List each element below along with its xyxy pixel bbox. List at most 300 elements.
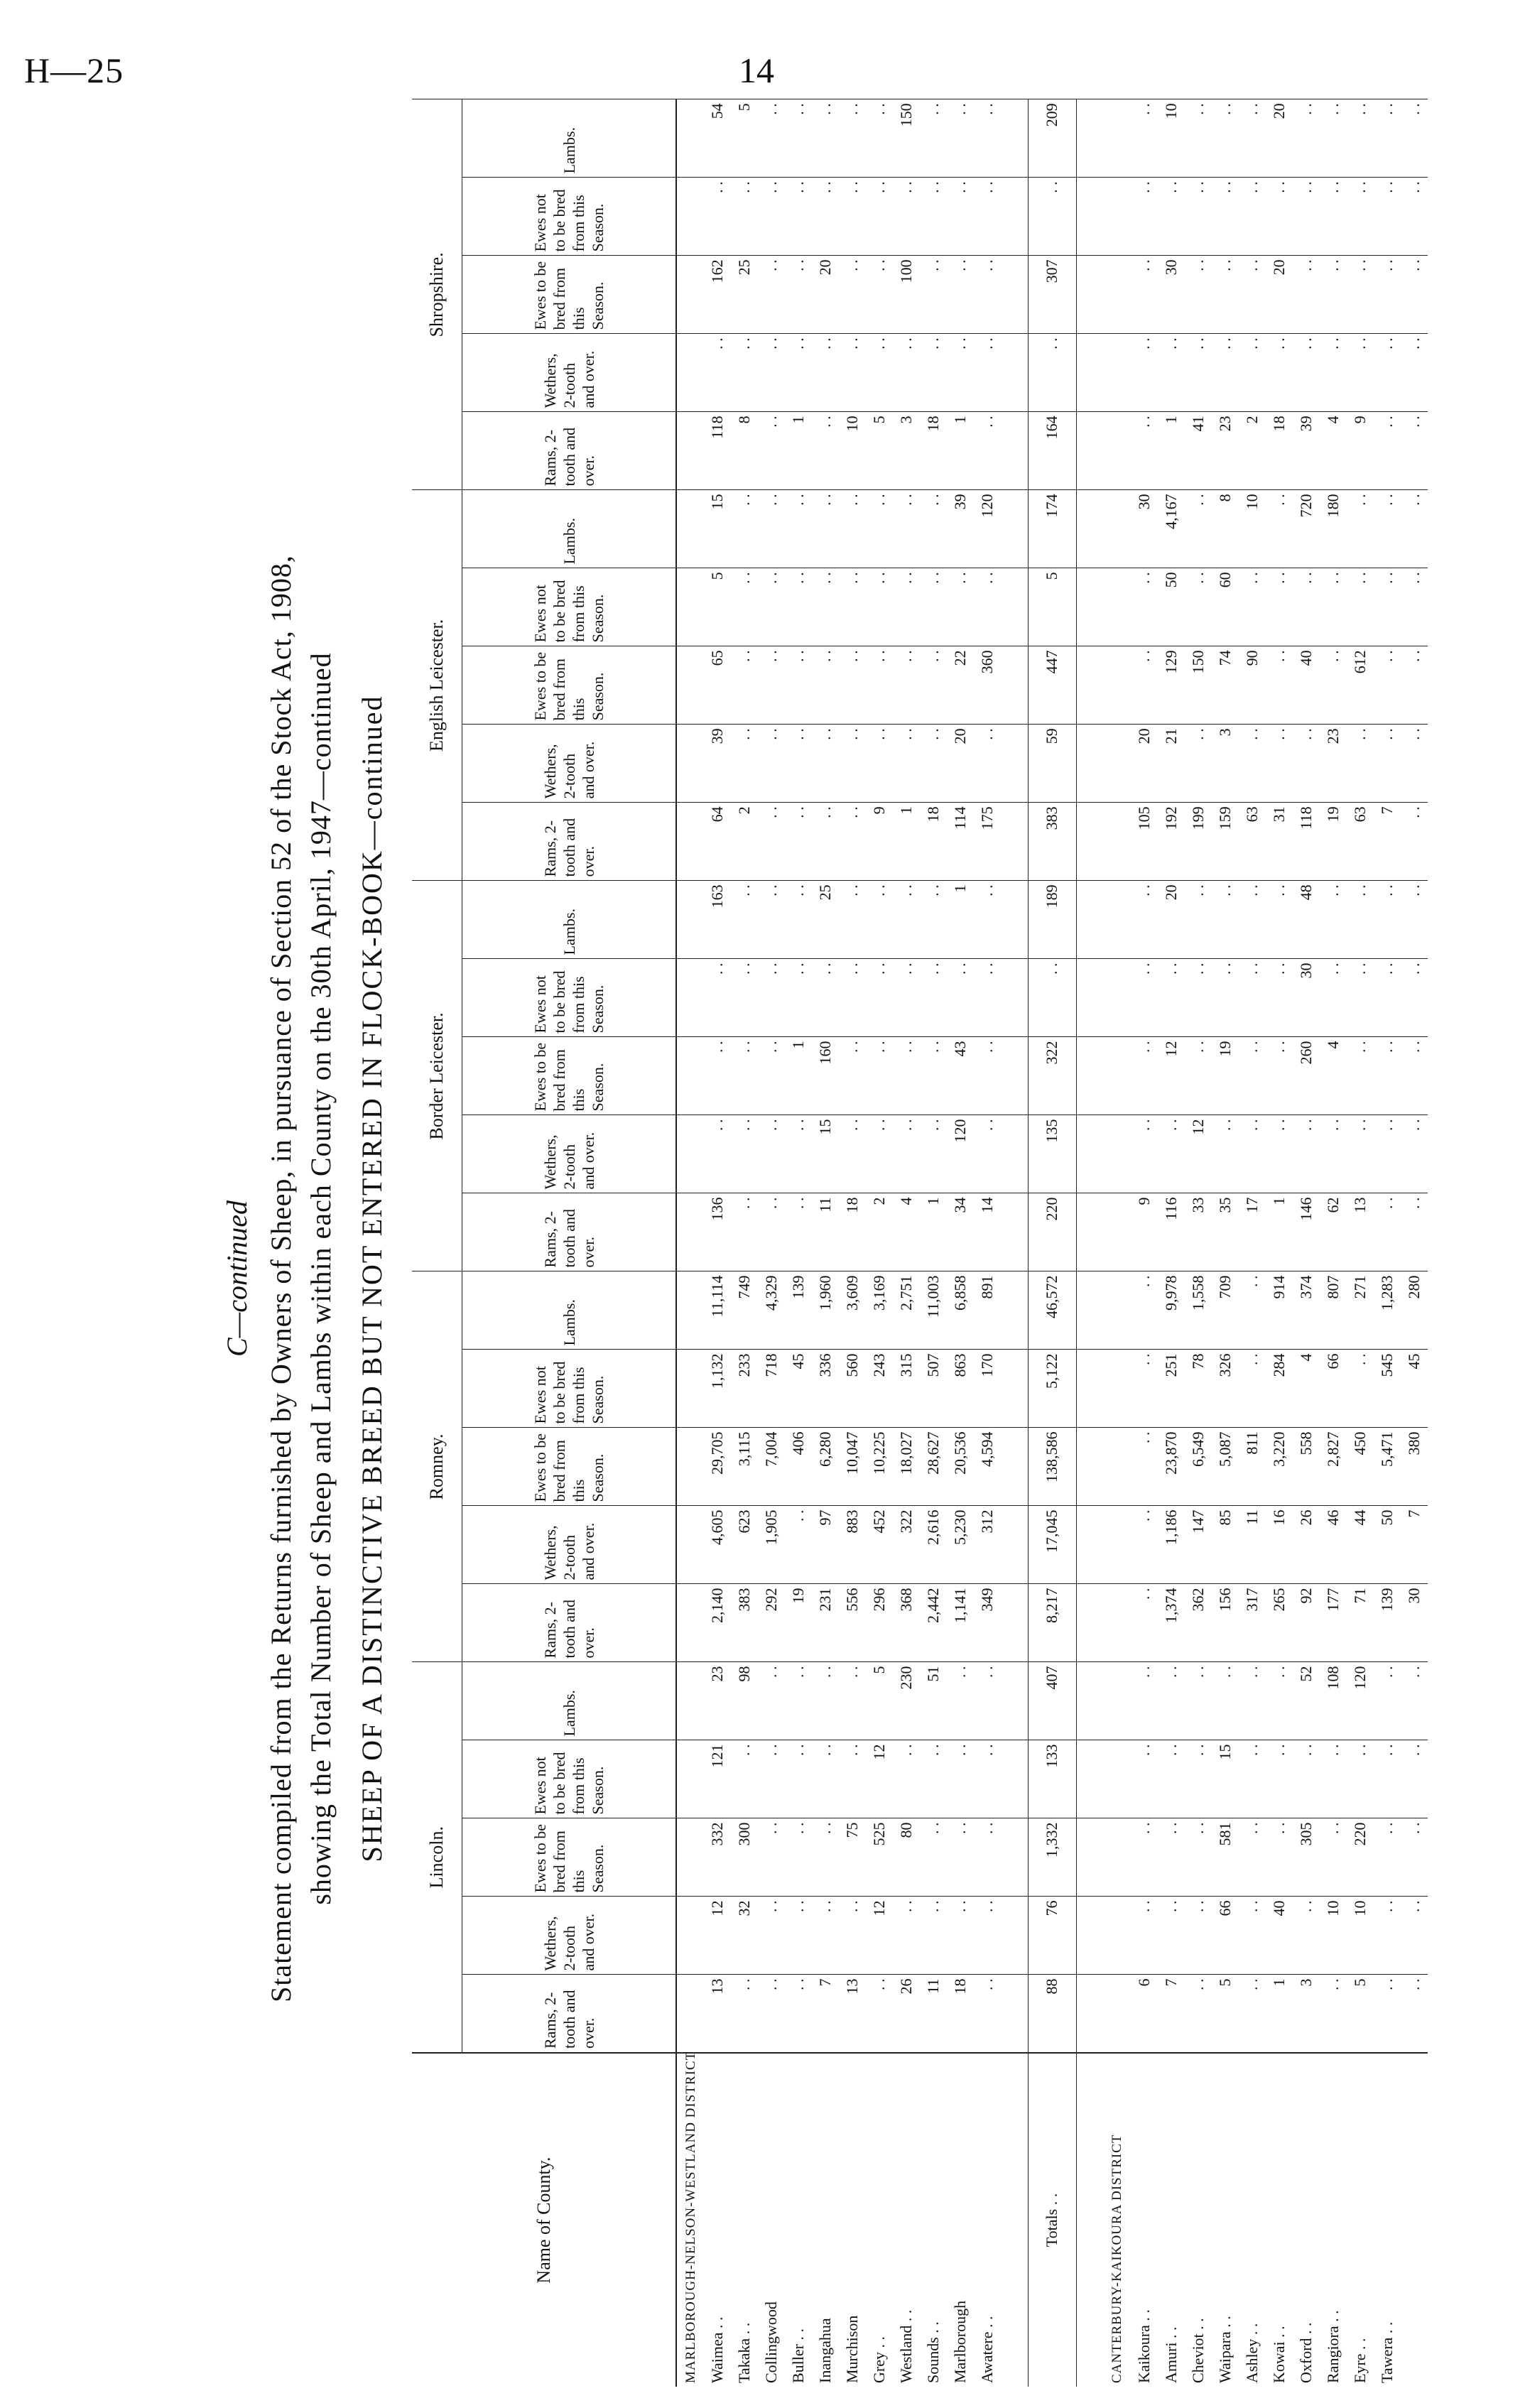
empty-cell bbox=[1104, 1818, 1131, 1897]
table-row bbox=[1266, 99, 1293, 2387]
table-cell: . . bbox=[1293, 178, 1320, 256]
empty-cell bbox=[676, 959, 704, 1037]
empty-cell bbox=[1001, 803, 1029, 881]
table-cell: . . bbox=[893, 725, 920, 803]
table-cell: . . bbox=[1347, 1037, 1374, 1115]
table-cell: . . bbox=[1401, 1740, 1428, 1818]
empty-cell bbox=[676, 1584, 704, 1662]
empty-cell bbox=[676, 1115, 704, 1193]
table-cell: 1,905 bbox=[758, 1506, 785, 1584]
table-cell: . . bbox=[1239, 725, 1266, 803]
table-cell: 5 bbox=[866, 412, 893, 490]
table-row bbox=[1293, 99, 1320, 2387]
table-cell: . . bbox=[812, 1897, 839, 1975]
table-cell: . . bbox=[1131, 1897, 1158, 1975]
table-row bbox=[812, 99, 839, 2387]
empty-cell bbox=[1104, 1115, 1131, 1193]
table-cell: 26 bbox=[893, 1975, 920, 2053]
table-cell: . . bbox=[1131, 256, 1158, 334]
column-header: Ewes to be bred from this Season. bbox=[462, 256, 677, 334]
county-name: Takaka . . bbox=[731, 2053, 758, 2387]
table-cell: . . bbox=[1374, 1818, 1401, 1897]
table-cell: 98 bbox=[731, 1662, 758, 1740]
breed-header-row bbox=[412, 99, 462, 2387]
table-cell: 90 bbox=[1239, 646, 1266, 725]
table-cell: 45 bbox=[1401, 1350, 1428, 1428]
county-name: Kowai . . bbox=[1266, 2053, 1293, 2387]
table-cell: 368 bbox=[893, 1584, 920, 1662]
table-cell: . . bbox=[1266, 568, 1293, 646]
empty-cell bbox=[1104, 1584, 1131, 1662]
empty-cell bbox=[1076, 1115, 1104, 1193]
totals-cell: 174 bbox=[1029, 490, 1076, 568]
table-cell: . . bbox=[1347, 256, 1374, 334]
table-cell: . . bbox=[1347, 881, 1374, 959]
table-cell: 332 bbox=[704, 1818, 731, 1897]
county-name: Cheviot . . bbox=[1185, 2053, 1212, 2387]
table-cell: . . bbox=[920, 1897, 947, 1975]
table-cell: . . bbox=[1374, 412, 1401, 490]
table-cell: 7 bbox=[1158, 1975, 1185, 2053]
table-cell: 63 bbox=[1347, 803, 1374, 881]
table-cell: . . bbox=[839, 1897, 866, 1975]
empty-cell bbox=[1076, 2053, 1104, 2387]
totals-label: Totals . . bbox=[1029, 2053, 1076, 2387]
table-row bbox=[1212, 99, 1239, 2387]
table-cell: . . bbox=[839, 1115, 866, 1193]
table-cell: . . bbox=[866, 646, 893, 725]
column-header: Wethers, 2-tooth and over. bbox=[462, 1506, 677, 1584]
table-cell: . . bbox=[1293, 334, 1320, 412]
sheep-table-container bbox=[412, 103, 1428, 2387]
table-cell: . . bbox=[812, 803, 839, 881]
table-cell: . . bbox=[1320, 1975, 1347, 2053]
section-label: C—continued bbox=[221, 1200, 253, 1357]
table-cell: 336 bbox=[812, 1350, 839, 1428]
table-cell: 1 bbox=[920, 1193, 947, 1271]
empty-cell bbox=[676, 99, 704, 178]
totals-cell: 220 bbox=[1029, 1193, 1076, 1271]
empty-cell bbox=[676, 1975, 704, 2053]
table-cell: 7 bbox=[1374, 803, 1401, 881]
table-cell: 35 bbox=[1212, 1193, 1239, 1271]
empty-cell bbox=[676, 1740, 704, 1818]
table-row bbox=[920, 99, 947, 2387]
table-cell: 33 bbox=[1185, 1193, 1212, 1271]
table-cell: 560 bbox=[839, 1350, 866, 1428]
table-cell: . . bbox=[1185, 1975, 1212, 2053]
table-cell: 709 bbox=[1212, 1271, 1239, 1350]
table-cell: 78 bbox=[1185, 1350, 1212, 1428]
table-cell: 383 bbox=[731, 1584, 758, 1662]
table-cell: 9 bbox=[866, 803, 893, 881]
empty-cell bbox=[1076, 1271, 1104, 1350]
empty-cell bbox=[1104, 725, 1131, 803]
table-cell: . . bbox=[1347, 490, 1374, 568]
county-name: Westland . . bbox=[893, 2053, 920, 2387]
table-cell: . . bbox=[1374, 881, 1401, 959]
table-row bbox=[1239, 99, 1266, 2387]
table-cell: . . bbox=[1347, 568, 1374, 646]
table-cell: . . bbox=[1185, 1037, 1212, 1115]
table-cell: . . bbox=[731, 1115, 758, 1193]
table-cell: . . bbox=[812, 99, 839, 178]
table-row bbox=[785, 99, 812, 2387]
table-cell: . . bbox=[1131, 646, 1158, 725]
table-cell: . . bbox=[1131, 99, 1158, 178]
table-cell: . . bbox=[785, 178, 812, 256]
table-cell: . . bbox=[839, 959, 866, 1037]
table-cell: . . bbox=[1374, 1115, 1401, 1193]
table-cell: 105 bbox=[1131, 803, 1158, 881]
table-cell: 147 bbox=[1185, 1506, 1212, 1584]
table-cell: 1,374 bbox=[1158, 1584, 1185, 1662]
table-cell: 52 bbox=[1293, 1662, 1320, 1740]
table-cell: . . bbox=[839, 803, 866, 881]
table-cell: 25 bbox=[731, 256, 758, 334]
table-cell: 1,960 bbox=[812, 1271, 839, 1350]
table-cell: . . bbox=[704, 1115, 731, 1193]
totals-cell: 322 bbox=[1029, 1037, 1076, 1115]
table-cell: 623 bbox=[731, 1506, 758, 1584]
table-cell: 40 bbox=[1293, 646, 1320, 725]
table-cell: 5 bbox=[1347, 1975, 1374, 2053]
table-cell: 16 bbox=[1266, 1506, 1293, 1584]
table-cell: . . bbox=[1185, 568, 1212, 646]
table-cell: 296 bbox=[866, 1584, 893, 1662]
table-cell: 26 bbox=[1293, 1506, 1320, 1584]
empty-cell bbox=[1104, 646, 1131, 725]
column-header: Ewes to be bred from this Season. bbox=[462, 1818, 677, 1897]
statement-title-line-2: showing the Total Number of Sheep and Lambs within each County on the 30th April, 1947—continued bbox=[305, 652, 337, 1905]
table-cell: . . bbox=[947, 959, 974, 1037]
table-cell: 1,186 bbox=[1158, 1506, 1185, 1584]
table-cell: 807 bbox=[1320, 1271, 1347, 1350]
column-header: Rams, 2-tooth and over. bbox=[462, 1975, 677, 2053]
column-header: Lambs. bbox=[462, 1662, 677, 1740]
table-cell: 3 bbox=[1293, 1975, 1320, 2053]
table-cell: . . bbox=[920, 178, 947, 256]
table-cell: 2 bbox=[1239, 412, 1266, 490]
table-cell: 13 bbox=[1347, 1193, 1374, 1271]
table-cell: 5 bbox=[731, 99, 758, 178]
table-cell: 118 bbox=[1293, 803, 1320, 881]
table-cell: . . bbox=[866, 568, 893, 646]
table-cell: 5,230 bbox=[947, 1506, 974, 1584]
empty-cell bbox=[1076, 256, 1104, 334]
totals-cell: . . bbox=[1029, 959, 1076, 1037]
table-cell: . . bbox=[1131, 178, 1158, 256]
empty-cell bbox=[676, 178, 704, 256]
table-cell: . . bbox=[866, 959, 893, 1037]
table-cell: 20 bbox=[1158, 881, 1185, 959]
table-cell: 2,827 bbox=[1320, 1428, 1347, 1506]
empty-cell bbox=[676, 1506, 704, 1584]
table-cell: . . bbox=[1239, 1818, 1266, 1897]
empty-cell bbox=[1001, 412, 1029, 490]
table-cell: . . bbox=[1293, 99, 1320, 178]
empty-cell bbox=[676, 1037, 704, 1115]
table-cell: . . bbox=[1401, 725, 1428, 803]
table-cell: 12 bbox=[1158, 1037, 1185, 1115]
table-cell: . . bbox=[1320, 334, 1347, 412]
table-cell: 2 bbox=[731, 803, 758, 881]
table-row bbox=[974, 99, 1001, 2387]
table-cell: . . bbox=[1131, 1350, 1158, 1428]
table-cell: 1 bbox=[785, 1037, 812, 1115]
table-cell: . . bbox=[731, 1975, 758, 2053]
table-cell: . . bbox=[1158, 1897, 1185, 1975]
table-cell: . . bbox=[920, 256, 947, 334]
table-cell: . . bbox=[1374, 725, 1401, 803]
breed-header: Border Leicester. bbox=[412, 881, 462, 1271]
table-cell: 326 bbox=[1212, 1350, 1239, 1428]
table-cell: 374 bbox=[1293, 1271, 1320, 1350]
table-cell: 12 bbox=[866, 1897, 893, 1975]
table-cell: 7 bbox=[1401, 1506, 1428, 1584]
table-cell: . . bbox=[1185, 256, 1212, 334]
district-row bbox=[1104, 99, 1131, 2387]
table-cell: 12 bbox=[866, 1740, 893, 1818]
empty-cell bbox=[1076, 1818, 1104, 1897]
table-cell: . . bbox=[758, 256, 785, 334]
table-cell: 29,705 bbox=[704, 1428, 731, 1506]
table-cell: 75 bbox=[839, 1818, 866, 1897]
table-cell: 156 bbox=[1212, 1584, 1239, 1662]
table-cell: . . bbox=[704, 334, 731, 412]
column-header: Lambs. bbox=[462, 1271, 677, 1350]
table-cell: . . bbox=[1212, 178, 1239, 256]
table-cell: . . bbox=[974, 881, 1001, 959]
totals-cell: 76 bbox=[1029, 1897, 1076, 1975]
table-cell: . . bbox=[1320, 568, 1347, 646]
table-cell: 5 bbox=[1212, 1975, 1239, 2053]
table-cell: . . bbox=[1212, 256, 1239, 334]
table-cell: 271 bbox=[1347, 1271, 1374, 1350]
table-cell: 97 bbox=[812, 1506, 839, 1584]
table-cell: 13 bbox=[704, 1975, 731, 2053]
table-cell: 30 bbox=[1293, 959, 1320, 1037]
table-cell: 159 bbox=[1212, 803, 1239, 881]
table-cell: . . bbox=[1320, 1115, 1347, 1193]
table-cell: . . bbox=[812, 178, 839, 256]
empty-cell bbox=[1104, 334, 1131, 412]
table-cell: . . bbox=[1212, 99, 1239, 178]
table-cell: 20 bbox=[812, 256, 839, 334]
table-cell: 406 bbox=[785, 1428, 812, 1506]
table-cell: . . bbox=[974, 725, 1001, 803]
table-cell: . . bbox=[974, 1662, 1001, 1740]
column-header: Ewes not to be bred from this Season. bbox=[462, 178, 677, 256]
totals-cell: 5,122 bbox=[1029, 1350, 1076, 1428]
table-cell: 9,978 bbox=[1158, 1271, 1185, 1350]
table-cell: 11 bbox=[812, 1193, 839, 1271]
table-row bbox=[1185, 99, 1212, 2387]
county-name: Ashley . . bbox=[1239, 2053, 1266, 2387]
table-subtitle: SHEEP OF A DISTINCTIVE BREED BUT NOT ENTERED IN FLOCK-BOOK—continued bbox=[356, 695, 388, 1862]
table-cell: . . bbox=[866, 99, 893, 178]
county-name bbox=[1401, 2053, 1428, 2387]
table-cell: . . bbox=[812, 490, 839, 568]
totals-row bbox=[1029, 99, 1076, 2387]
totals-cell: 383 bbox=[1029, 803, 1076, 881]
table-cell: 305 bbox=[1293, 1818, 1320, 1897]
table-cell: . . bbox=[731, 1740, 758, 1818]
table-cell: 20 bbox=[947, 725, 974, 803]
table-cell: . . bbox=[866, 1975, 893, 2053]
table-cell: 80 bbox=[893, 1818, 920, 1897]
table-cell: . . bbox=[1401, 178, 1428, 256]
title-block bbox=[99, 170, 412, 2387]
table-cell: 7,004 bbox=[758, 1428, 785, 1506]
table-cell: 180 bbox=[1320, 490, 1347, 568]
table-cell: . . bbox=[758, 568, 785, 646]
table-cell: . . bbox=[839, 490, 866, 568]
empty-cell bbox=[1001, 256, 1029, 334]
table-row bbox=[839, 99, 866, 2387]
table-cell: . . bbox=[1212, 1662, 1239, 1740]
table-cell: . . bbox=[1293, 725, 1320, 803]
table-cell: 120 bbox=[974, 490, 1001, 568]
empty-cell bbox=[676, 1818, 704, 1897]
table-cell: 233 bbox=[731, 1350, 758, 1428]
breed-header: English Leicester. bbox=[412, 490, 462, 881]
table-cell: 1,558 bbox=[1185, 1271, 1212, 1350]
table-cell: 914 bbox=[1266, 1271, 1293, 1350]
table-cell: 192 bbox=[1158, 803, 1185, 881]
table-cell: . . bbox=[839, 568, 866, 646]
table-cell: . . bbox=[1320, 99, 1347, 178]
table-cell: . . bbox=[758, 490, 785, 568]
empty-cell bbox=[1076, 490, 1104, 568]
table-cell: . . bbox=[1401, 490, 1428, 568]
table-cell: . . bbox=[866, 178, 893, 256]
table-cell: 2,751 bbox=[893, 1271, 920, 1350]
table-cell: . . bbox=[839, 178, 866, 256]
table-cell: . . bbox=[920, 646, 947, 725]
table-cell: 280 bbox=[1401, 1271, 1428, 1350]
table-cell: . . bbox=[893, 568, 920, 646]
table-cell: 300 bbox=[731, 1818, 758, 1897]
table-cell: . . bbox=[1266, 1115, 1293, 1193]
table-cell: 3 bbox=[1212, 725, 1239, 803]
table-cell: 525 bbox=[866, 1818, 893, 1897]
table-cell: . . bbox=[1401, 1975, 1428, 2053]
table-cell: 3,220 bbox=[1266, 1428, 1293, 1506]
table-cell: . . bbox=[974, 1818, 1001, 1897]
table-cell: 243 bbox=[866, 1350, 893, 1428]
table-cell: . . bbox=[1239, 959, 1266, 1037]
table-cell: . . bbox=[1374, 99, 1401, 178]
table-cell: . . bbox=[893, 1115, 920, 1193]
empty-cell bbox=[1001, 2053, 1029, 2387]
empty-cell bbox=[1104, 959, 1131, 1037]
table-cell: 612 bbox=[1347, 646, 1374, 725]
table-body bbox=[676, 99, 1428, 2387]
table-cell: . . bbox=[785, 1193, 812, 1271]
county-name: Murchison bbox=[839, 2053, 866, 2387]
column-header: Rams, 2-tooth and over. bbox=[462, 1584, 677, 1662]
empty-cell bbox=[676, 1193, 704, 1271]
table-cell: . . bbox=[1185, 490, 1212, 568]
table-cell: 23 bbox=[704, 1662, 731, 1740]
table-cell: . . bbox=[1239, 881, 1266, 959]
table-cell: 64 bbox=[704, 803, 731, 881]
table-cell: 60 bbox=[1212, 568, 1239, 646]
table-row bbox=[893, 99, 920, 2387]
table-cell: . . bbox=[1320, 881, 1347, 959]
empty-cell bbox=[1076, 1428, 1104, 1506]
table-cell: 315 bbox=[893, 1350, 920, 1428]
table-cell: 312 bbox=[974, 1506, 1001, 1584]
table-cell: . . bbox=[1131, 881, 1158, 959]
table-cell: 12 bbox=[1185, 1115, 1212, 1193]
table-cell: 507 bbox=[920, 1350, 947, 1428]
table-cell: . . bbox=[1158, 1115, 1185, 1193]
column-header: Ewes not to be bred from this Season. bbox=[462, 1740, 677, 1818]
table-cell: . . bbox=[731, 334, 758, 412]
county-name: Awatere . . bbox=[974, 2053, 1001, 2387]
empty-cell bbox=[676, 803, 704, 881]
table-cell: . . bbox=[893, 959, 920, 1037]
table-cell: . . bbox=[839, 646, 866, 725]
empty-cell bbox=[1076, 334, 1104, 412]
table-cell: 322 bbox=[893, 1506, 920, 1584]
totals-cell: 407 bbox=[1029, 1662, 1076, 1740]
column-header: Rams, 2-tooth and over. bbox=[462, 803, 677, 881]
totals-cell: 209 bbox=[1029, 99, 1076, 178]
table-cell: 65 bbox=[704, 646, 731, 725]
table-cell: 1 bbox=[947, 412, 974, 490]
empty-cell bbox=[676, 490, 704, 568]
table-cell: 116 bbox=[1158, 1193, 1185, 1271]
table-cell: . . bbox=[704, 1037, 731, 1115]
empty-cell bbox=[1001, 1037, 1029, 1115]
table-cell: . . bbox=[1212, 959, 1239, 1037]
table-cell: . . bbox=[1212, 1115, 1239, 1193]
table-cell: . . bbox=[1131, 1506, 1158, 1584]
table-cell: . . bbox=[947, 334, 974, 412]
empty-cell bbox=[676, 334, 704, 412]
empty-cell bbox=[1104, 1897, 1131, 1975]
table-cell: . . bbox=[974, 959, 1001, 1037]
table-cell: 718 bbox=[758, 1350, 785, 1428]
table-cell: 28,627 bbox=[920, 1428, 947, 1506]
table-cell: . . bbox=[758, 1662, 785, 1740]
table-cell: . . bbox=[758, 1897, 785, 1975]
empty-cell bbox=[1001, 881, 1029, 959]
table-cell: 18,027 bbox=[893, 1428, 920, 1506]
table-cell: 44 bbox=[1347, 1506, 1374, 1584]
empty-cell bbox=[676, 725, 704, 803]
table-cell: . . bbox=[920, 1740, 947, 1818]
county-name: Grey . . bbox=[866, 2053, 893, 2387]
table-cell: 5 bbox=[866, 1662, 893, 1740]
table-cell: . . bbox=[974, 1740, 1001, 1818]
table-cell: . . bbox=[866, 256, 893, 334]
table-cell: . . bbox=[1185, 959, 1212, 1037]
column-header: Ewes to be bred from this Season. bbox=[462, 1037, 677, 1115]
table-cell: . . bbox=[812, 725, 839, 803]
table-cell: . . bbox=[893, 334, 920, 412]
table-cell: . . bbox=[1185, 1740, 1212, 1818]
table-cell: . . bbox=[785, 803, 812, 881]
empty-cell bbox=[676, 1271, 704, 1350]
table-cell: . . bbox=[785, 1115, 812, 1193]
table-cell: . . bbox=[920, 568, 947, 646]
table-cell: 10 bbox=[1158, 99, 1185, 178]
table-cell: . . bbox=[974, 99, 1001, 178]
